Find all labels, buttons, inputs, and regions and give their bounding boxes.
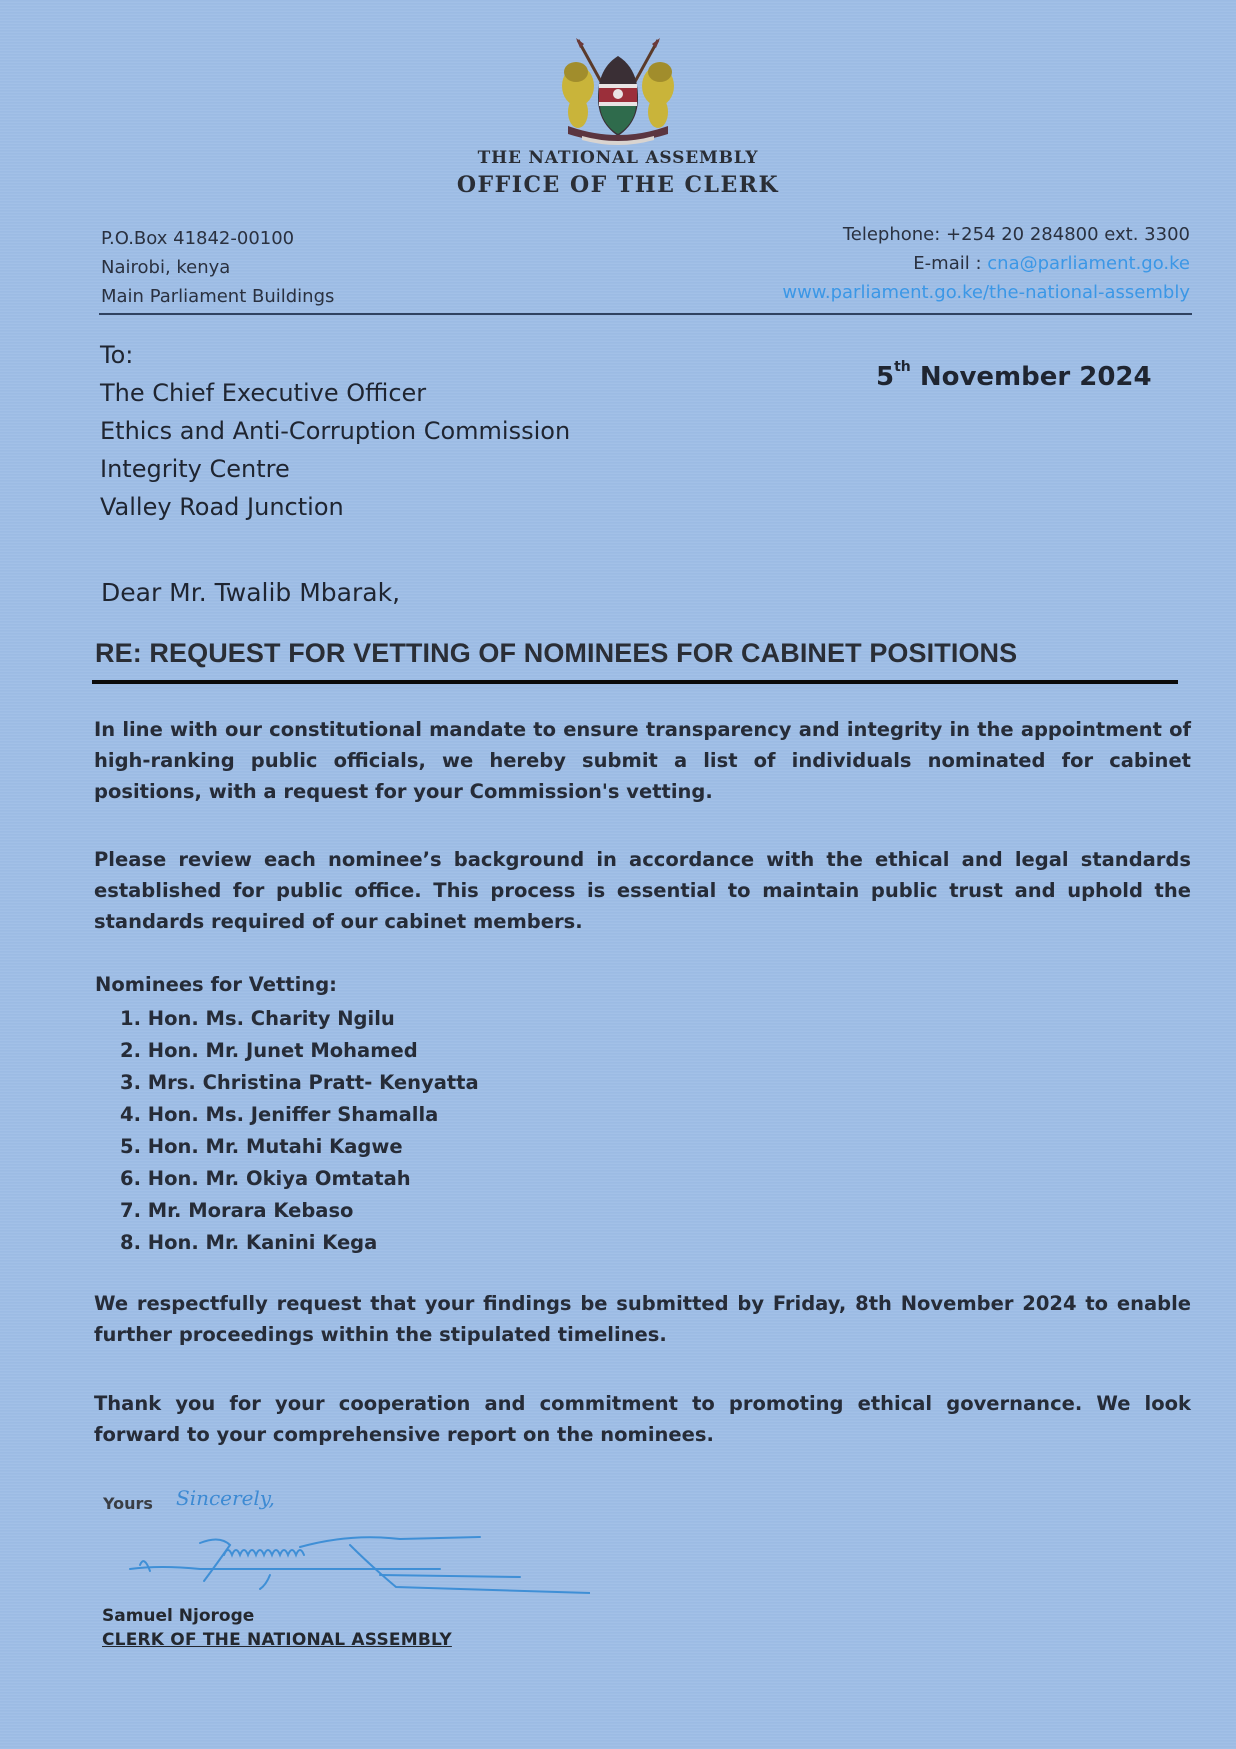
nominee-item: 4. Hon. Ms. Jeniffer Shamalla bbox=[120, 1103, 439, 1126]
office-name: OFFICE OF THE CLERK bbox=[456, 172, 780, 198]
date-month-year: November 2024 bbox=[919, 362, 1152, 392]
recipient-line-4: Valley Road Junction bbox=[100, 493, 344, 521]
subject-underline bbox=[92, 680, 1178, 684]
website-link[interactable]: www.parliament.go.ke/the-national-assembly bbox=[782, 282, 1190, 303]
body-paragraph-4: Thank you for your cooperation and commitment to promoting ethical governance. We look forward to your comprehensive report on the nominees. bbox=[94, 1392, 1191, 1446]
closing-yours: Yours bbox=[103, 1494, 153, 1513]
recipient-line-1: The Chief Executive Officer bbox=[100, 379, 427, 407]
nominee-item: 5. Hon. Mr. Mutahi Kagwe bbox=[120, 1135, 403, 1158]
signer-title: CLERK OF THE NATIONAL ASSEMBLY bbox=[102, 1630, 452, 1650]
handwritten-signature-icon bbox=[120, 1525, 590, 1605]
email-line bbox=[782, 249, 1190, 278]
nominee-item: 3. Mrs. Christina Pratt- Kenyatta bbox=[120, 1071, 479, 1094]
nominee-item: 8. Hon. Mr. Kanini Kega bbox=[120, 1231, 378, 1254]
nominees-heading: Nominees for Vetting: bbox=[95, 973, 337, 996]
salutation: Dear Mr. Twalib Mbarak, bbox=[101, 578, 401, 607]
email-link[interactable]: cna@parliament.go.ke bbox=[987, 253, 1190, 274]
date-day: 5 bbox=[876, 362, 895, 392]
header-divider bbox=[99, 313, 1192, 315]
signer-name: Samuel Njoroge bbox=[102, 1606, 255, 1626]
body-paragraph-3: We respectfully request that your findings be submitted by Friday, 8th November 2024 to enable further proceedings within the stipulated timelines. bbox=[94, 1292, 1191, 1346]
to-label: To: bbox=[100, 341, 134, 369]
address-line-1: P.O.Box 41842-00100 bbox=[101, 228, 295, 249]
postal-address bbox=[101, 224, 334, 311]
kenya-coat-of-arms-icon bbox=[538, 38, 698, 150]
address-line-3: Main Parliament Buildings bbox=[101, 286, 335, 307]
telephone-label: Telephone: bbox=[842, 224, 941, 245]
nominee-item: 7. Mr. Morara Kebaso bbox=[120, 1199, 354, 1222]
contact-details bbox=[782, 220, 1190, 307]
recipient-line-3: Integrity Centre bbox=[100, 455, 290, 483]
body-paragraph-1: In line with our constitutional mandate to ensure transparency and integrity in the appointment of high-ranking public officials, we hereby submit a list of individuals nominated for cabinet positions, with a request for your Commission's vetting. bbox=[94, 718, 1191, 803]
email-label: E-mail : bbox=[913, 253, 982, 274]
address-line-2: Nairobi, kenya bbox=[101, 257, 231, 278]
organization-name: THE NATIONAL ASSEMBLY bbox=[477, 148, 759, 168]
nominee-item: 6. Hon. Mr. Okiya Omtatah bbox=[120, 1167, 411, 1190]
nominee-item: 2. Hon. Mr. Junet Mohamed bbox=[120, 1039, 418, 1062]
recipient-block bbox=[100, 336, 570, 526]
recipient-line-2: Ethics and Anti-Corruption Commission bbox=[100, 417, 571, 445]
subject-heading: RE: REQUEST FOR VETTING OF NOMINEES FOR CABINET POSITIONS bbox=[95, 638, 1018, 668]
closing-sincerely-handwritten: Sincerely, bbox=[176, 1486, 275, 1510]
body-paragraph-2: Please review each nominee’s background in accordance with the ethical and legal standards established for public office. This process is essential to maintain public trust and uphold the standards required of our cabinet members. bbox=[94, 848, 1191, 933]
nominees-list bbox=[120, 1003, 479, 1259]
telephone-line bbox=[782, 220, 1190, 249]
telephone-number: +254 20 284800 ext. 3300 bbox=[946, 224, 1190, 245]
nominee-item: 1. Hon. Ms. Charity Ngilu bbox=[120, 1007, 395, 1030]
date-suffix: th bbox=[894, 359, 911, 376]
letter-date bbox=[876, 359, 1152, 392]
